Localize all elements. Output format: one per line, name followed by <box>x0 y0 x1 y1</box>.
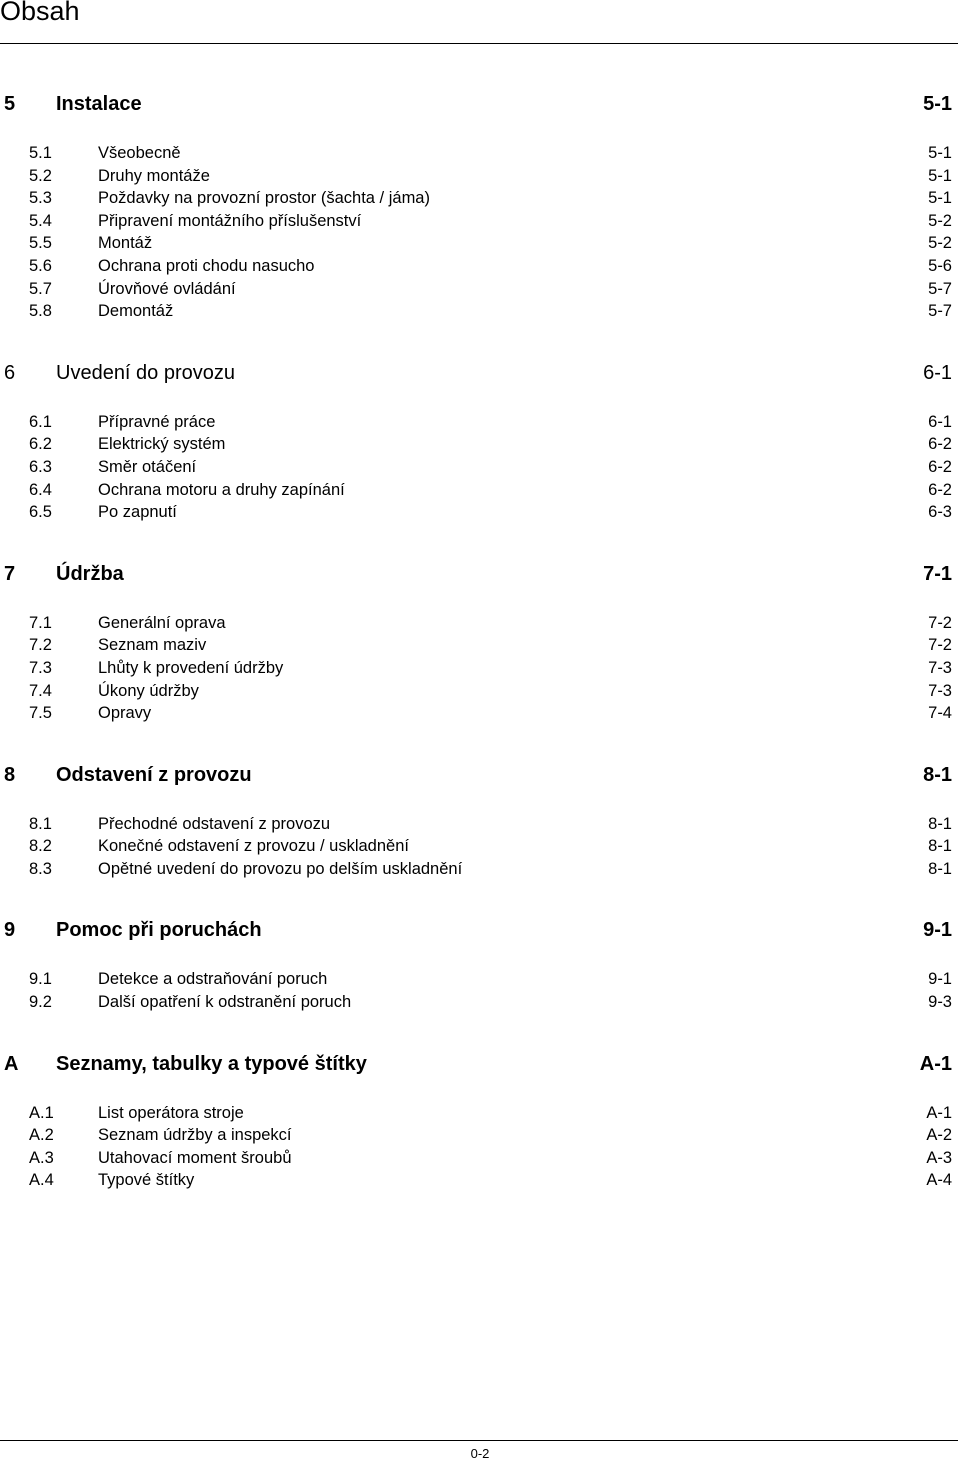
section-page: 7-2 <box>928 636 952 655</box>
section-number: 7.3 <box>29 658 52 677</box>
toc-section-entry[interactable] <box>0 433 960 456</box>
toc-section-list <box>0 142 960 323</box>
section-page: 5-1 <box>928 189 952 208</box>
toc-section-entry[interactable] <box>0 991 960 1014</box>
section-number: 5.6 <box>29 256 52 275</box>
chapter-title: Instalace <box>56 93 142 115</box>
chapter-title: Seznamy, tabulky a typové štítky <box>56 1052 367 1075</box>
toc-section-entry[interactable] <box>0 278 960 301</box>
toc-chapter-heading[interactable] <box>0 914 960 946</box>
section-number: 7.2 <box>29 636 52 655</box>
section-number: 6.2 <box>29 435 52 454</box>
toc-section-entry[interactable] <box>0 411 960 434</box>
section-number: A.3 <box>29 1148 54 1167</box>
toc-section-list <box>0 1102 960 1192</box>
toc-section-entry[interactable] <box>0 1169 960 1192</box>
section-title: Utahovací moment šroubů <box>98 1148 292 1167</box>
section-page: 9-3 <box>928 993 952 1012</box>
section-page: 9-1 <box>928 970 952 989</box>
toc-section-entry[interactable] <box>0 612 960 635</box>
section-title: Po zapnutí <box>98 503 177 522</box>
section-number: A.2 <box>29 1126 54 1145</box>
toc-chapter-heading[interactable] <box>0 357 960 389</box>
section-title: Konečné odstavení z provozu / uskladnění <box>98 837 409 856</box>
toc-chapter <box>0 1048 960 1192</box>
toc-section-entry[interactable] <box>0 813 960 836</box>
toc-section-entry[interactable] <box>0 165 960 188</box>
section-number: 5.8 <box>29 302 52 321</box>
section-page: 8-1 <box>928 859 952 878</box>
section-title: Lhůty k provedení údržby <box>98 658 284 677</box>
section-page: 5-2 <box>928 234 952 253</box>
toc-section-entry[interactable] <box>0 300 960 323</box>
section-number: 7.4 <box>29 681 52 700</box>
section-number: 5.3 <box>29 189 52 208</box>
section-number: 8.2 <box>29 837 52 856</box>
toc-section-entry[interactable] <box>0 858 960 881</box>
toc-section-entry[interactable] <box>0 702 960 725</box>
section-page: 5-1 <box>928 144 952 162</box>
toc-section-entry[interactable] <box>0 232 960 255</box>
section-title: Všeobecně <box>98 144 181 162</box>
chapter-title: Pomoc při poruchách <box>56 919 262 942</box>
toc-section-entry[interactable] <box>0 187 960 210</box>
section-page: 5-7 <box>928 279 952 298</box>
section-page: 8-1 <box>928 814 952 833</box>
section-page: A-4 <box>926 1171 952 1190</box>
section-number: 5.2 <box>29 166 52 185</box>
section-number: 8.1 <box>29 814 52 833</box>
section-title: Poždavky na provozní prostor (šachta / jáma) <box>98 189 430 208</box>
toc-section-entry[interactable] <box>0 657 960 680</box>
toc-section-entry[interactable] <box>0 456 960 479</box>
section-title: Montáž <box>98 234 153 253</box>
chapter-number: 7 <box>4 562 16 585</box>
section-page: 6-2 <box>928 480 952 499</box>
section-title: Směr otáčení <box>98 457 197 476</box>
section-title: Úrovňové ovládání <box>98 279 236 298</box>
chapter-page: A-1 <box>919 1052 952 1075</box>
toc-chapter <box>0 88 960 323</box>
section-title: Přípravné práce <box>98 412 216 431</box>
toc-chapter-heading[interactable] <box>0 88 960 120</box>
section-page: 5-6 <box>928 256 952 275</box>
toc-chapter-heading[interactable] <box>0 759 960 791</box>
toc-section-entry[interactable] <box>0 479 960 502</box>
section-number: 7.5 <box>29 704 52 723</box>
chapter-number: 6 <box>4 361 16 384</box>
section-title: Detekce a odstraňování poruch <box>98 970 328 989</box>
section-page: 7-4 <box>928 704 952 723</box>
chapter-title: Údržba <box>56 562 124 585</box>
section-title: Ochrana motoru a druhy zapínání <box>98 480 345 499</box>
section-page: 6-1 <box>928 412 952 431</box>
chapter-number: A <box>4 1052 19 1075</box>
chapter-number: 9 <box>4 919 16 942</box>
toc-chapter <box>0 558 960 725</box>
section-page: 8-1 <box>928 837 952 856</box>
section-number: A.4 <box>29 1171 54 1190</box>
section-title: Ochrana proti chodu nasucho <box>98 256 315 275</box>
section-number: 9.1 <box>29 970 52 989</box>
section-title: Elektrický systém <box>98 435 226 454</box>
section-number: 5.5 <box>29 234 52 253</box>
toc-chapter <box>0 914 960 1013</box>
section-title: Generální oprava <box>98 613 226 632</box>
section-number: 9.2 <box>29 993 52 1012</box>
section-title: Typové štítky <box>98 1171 195 1190</box>
section-page: 6-2 <box>928 457 952 476</box>
toc-section-list <box>0 411 960 524</box>
section-page: 7-3 <box>928 681 952 700</box>
section-title: Seznam maziv <box>98 636 207 655</box>
chapter-title: Uvedení do provozu <box>56 361 236 384</box>
section-page: 5-1 <box>928 166 952 185</box>
toc-section-entry[interactable] <box>0 501 960 524</box>
section-page: 7-3 <box>928 658 952 677</box>
section-title: Opětné uvedení do provozu po delším uskladnění <box>98 859 463 878</box>
table-of-contents <box>0 88 960 1226</box>
toc-section-entry[interactable] <box>0 680 960 703</box>
section-title: Demontáž <box>98 302 174 321</box>
section-number: 7.1 <box>29 613 52 632</box>
toc-chapter-heading[interactable] <box>0 558 960 590</box>
section-page: A-1 <box>926 1103 952 1122</box>
section-number: A.1 <box>29 1103 54 1122</box>
section-title: Druhy montáže <box>98 166 210 185</box>
chapter-title: Odstavení z provozu <box>56 763 252 786</box>
section-title: Další opatření k odstranění poruch <box>98 993 352 1012</box>
toc-section-entry[interactable] <box>0 1124 960 1147</box>
toc-chapter <box>0 759 960 881</box>
chapter-number: 5 <box>4 93 16 115</box>
toc-section-entry[interactable] <box>0 1147 960 1170</box>
toc-section-list <box>0 813 960 881</box>
toc-section-entry[interactable] <box>0 142 960 165</box>
section-page: 6-3 <box>928 503 952 522</box>
section-page: 5-2 <box>928 211 952 230</box>
section-number: 6.4 <box>29 480 52 499</box>
toc-section-entry[interactable] <box>0 255 960 278</box>
section-number: 8.3 <box>29 859 52 878</box>
page-title: Obsah <box>0 0 80 26</box>
toc-section-list <box>0 968 960 1013</box>
section-page: 5-7 <box>928 302 952 321</box>
toc-chapter <box>0 357 960 524</box>
top-divider <box>0 43 958 44</box>
toc-section-list <box>0 612 960 725</box>
section-title: Úkony údržby <box>98 681 199 700</box>
section-page: A-2 <box>926 1126 952 1145</box>
section-title: Připravení montážního příslušenství <box>98 211 362 230</box>
section-number: 6.1 <box>29 412 52 431</box>
toc-section-entry[interactable] <box>0 968 960 991</box>
section-title: List operátora stroje <box>98 1103 244 1122</box>
toc-chapter-heading[interactable] <box>0 1048 960 1080</box>
section-number: 6.5 <box>29 503 52 522</box>
chapter-page: 5-1 <box>923 93 952 115</box>
chapter-number: 8 <box>4 763 16 786</box>
section-page: A-3 <box>926 1148 952 1167</box>
section-number: 5.7 <box>29 279 52 298</box>
footer-page-number: 0-2 <box>470 1446 490 1461</box>
toc-section-entry[interactable] <box>0 634 960 657</box>
section-title: Přechodné odstavení z provozu <box>98 814 331 833</box>
section-title: Opravy <box>98 704 152 723</box>
toc-section-entry[interactable] <box>0 210 960 233</box>
section-page: 6-2 <box>928 435 952 454</box>
chapter-page: 8-1 <box>923 763 952 786</box>
chapter-page: 6-1 <box>923 361 952 384</box>
bottom-divider <box>0 1440 958 1441</box>
toc-section-entry[interactable] <box>0 1102 960 1125</box>
toc-section-entry[interactable] <box>0 835 960 858</box>
chapter-page: 9-1 <box>923 919 952 942</box>
chapter-page: 7-1 <box>923 562 952 585</box>
section-page: 7-2 <box>928 613 952 632</box>
section-title: Seznam údržby a inspekcí <box>98 1126 292 1145</box>
section-number: 6.3 <box>29 457 52 476</box>
section-number: 5.1 <box>29 144 52 162</box>
section-number: 5.4 <box>29 211 52 230</box>
